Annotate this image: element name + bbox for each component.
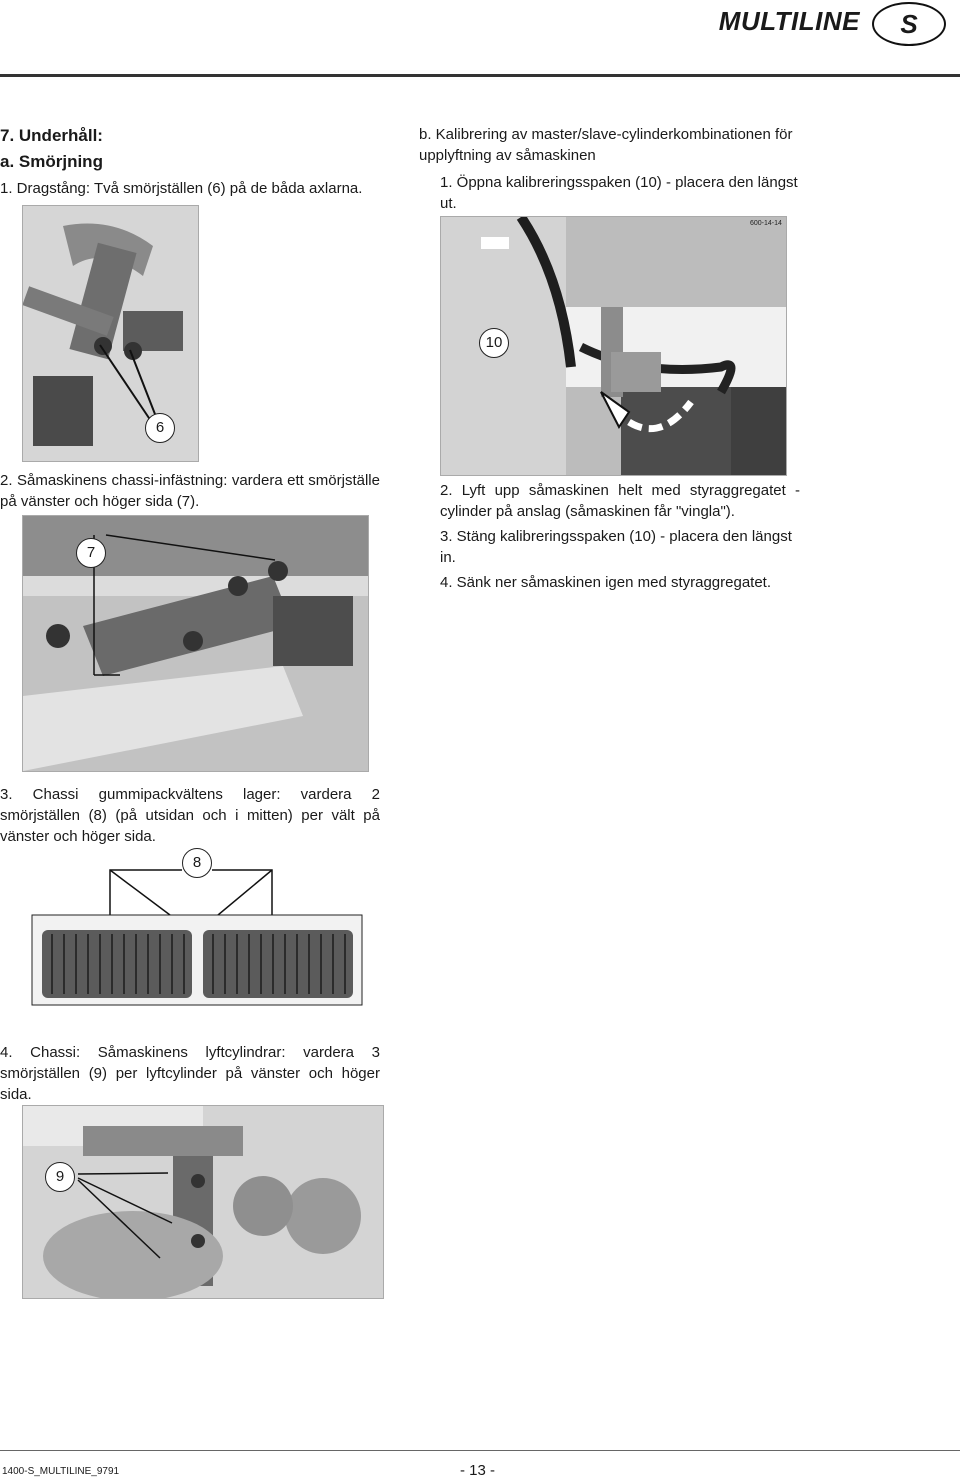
callout-8: 8 — [182, 848, 212, 878]
header-divider — [0, 74, 960, 77]
calibration-step-2: 2. Lyft upp såmaskinen helt med styraggregatet - cylinder på anslag (såmaskinen får "vingla"). — [440, 482, 800, 520]
footer-divider — [0, 1450, 960, 1451]
callout-9: 9 — [45, 1162, 75, 1192]
calibration-step-1: 1. Öppna kalibreringsspaken (10) - placera den längst ut. — [440, 174, 798, 212]
callout-7-leaders — [80, 515, 360, 695]
lubrication-item-3: 3. Chassi gummipackvältens lager: vardera 2 smörjställen (8) (på utsidan och i mitten) per vält på vänster och höger sida. — [0, 786, 380, 845]
calibration-step-3: 3. Stäng kalibreringsspaken (10) - placera den längst in. — [440, 528, 792, 566]
section-heading: 7. Underhåll: — [0, 126, 103, 145]
calibration-heading: b. Kalibrering av master/slave-cylinderkombinationen för upplyftning av såmaskinen — [419, 126, 793, 164]
callout-10: 10 — [479, 328, 509, 358]
callout-7: 7 — [76, 538, 106, 568]
calibration-step-4: 4. Sänk ner såmaskinen igen med styraggregatet. — [440, 574, 772, 591]
page-number: - 13 - — [460, 1462, 496, 1479]
document-code: 1400-S_MULTILINE_9791 — [2, 1466, 120, 1477]
callout-6: 6 — [145, 413, 175, 443]
subsection-heading: a. Smörjning — [0, 152, 103, 171]
language-badge: S — [872, 2, 946, 46]
lubrication-item-1: 1. Dragstång: Två smörjställen (6) på de båda axlarna. — [0, 180, 363, 197]
callout-9-leaders — [60, 1168, 220, 1298]
lubrication-item-2: 2. Såmaskinens chassi-infästning: vardera ett smörjställe på vänster och höger sida (7). — [0, 472, 380, 510]
lubrication-item-4: 4. Chassi: Såmaskinens lyftcylindrar: vardera 3 smörjställen (9) per lyftcylinder på vänster och höger sida. — [0, 1044, 380, 1103]
brand-title: MULTILINE — [718, 6, 860, 36]
roller-drawing — [0, 860, 380, 1020]
photo-reference-label: 600-14-14 — [750, 220, 782, 227]
